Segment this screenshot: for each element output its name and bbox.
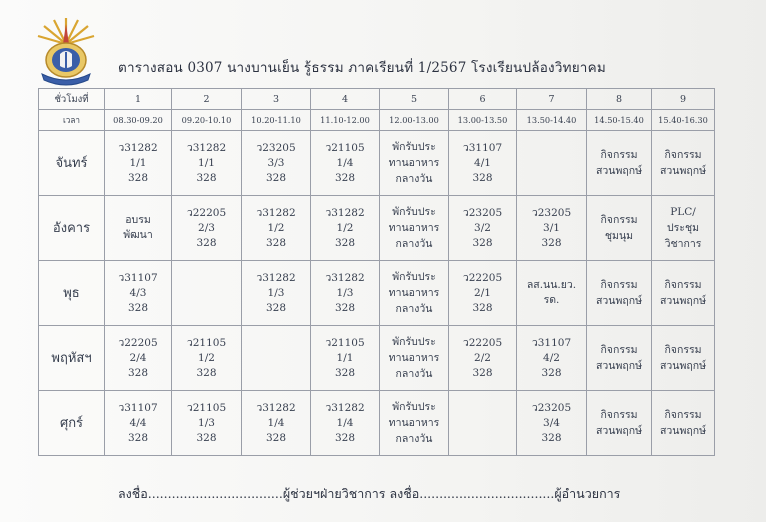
day-row [39, 196, 715, 261]
class-cell [587, 196, 652, 261]
school-emblem-icon [34, 14, 98, 86]
cell-line: กิจกรรม [600, 214, 638, 226]
cell-line: กิจกรรม [600, 409, 638, 421]
time-cell: 11.10-12.00 [311, 110, 380, 131]
cell-line: 1/2 [198, 351, 215, 364]
cell-line: ว23205 [256, 141, 296, 154]
cell-line: ว31107 [118, 271, 158, 284]
cell-line: 1/1 [336, 351, 354, 364]
cell-line: ว22205 [118, 336, 158, 349]
cell-line: 328 [196, 236, 217, 249]
time-header-row [39, 110, 715, 131]
cell-line: 328 [196, 171, 217, 184]
period-header-cell: 7 [517, 89, 587, 110]
cell-line: ว31107 [462, 141, 503, 154]
cell-line: สวนพฤกษ์ [659, 165, 707, 177]
day-label-cell: ศุกร์ [39, 391, 105, 456]
period-header-cell: 1 [105, 89, 172, 110]
day-row [39, 326, 715, 391]
period-header-cell: 3 [242, 89, 311, 110]
cell-line: 328 [334, 171, 356, 184]
cell-line: 1/4 [336, 416, 354, 429]
class-cell [449, 326, 517, 391]
empty-cell [242, 326, 311, 391]
day-row [39, 261, 715, 326]
cell-line: รด. [543, 294, 560, 306]
cell-line: กิจกรรม [600, 344, 638, 356]
cell-line: ลส.นน.ยว. [526, 279, 577, 291]
class-cell [311, 196, 380, 261]
class-cell [172, 391, 242, 456]
cell-line: 1/3 [267, 286, 285, 299]
class-cell [172, 131, 242, 196]
cell-line: ว22205 [462, 271, 503, 284]
cell-line: สวนพฤกษ์ [595, 425, 643, 437]
period-header-cell: 5 [380, 89, 449, 110]
cell-line: ว31282 [186, 141, 227, 154]
cell-line: 328 [334, 236, 356, 249]
class-cell [172, 196, 242, 261]
period-header-cell: 2 [172, 89, 242, 110]
cell-line: 4/4 [129, 416, 147, 429]
class-cell [587, 391, 652, 456]
cell-line: กิจกรรม [664, 409, 702, 421]
day-row [39, 391, 715, 456]
cell-line: กิจกรรม [664, 344, 702, 356]
day-label-cell: พฤหัสฯ [39, 326, 105, 391]
class-cell [517, 326, 587, 391]
day-label-cell: พุธ [39, 261, 105, 326]
time-cell: 10.20-11.10 [242, 110, 311, 131]
class-cell [449, 196, 517, 261]
time-cell: 14.50-15.40 [587, 110, 652, 131]
day-row [39, 131, 715, 196]
cell-line: สวนพฤกษ์ [659, 360, 707, 372]
class-cell [311, 261, 380, 326]
page-title: ตารางสอน 0307 นางบานเย็น รู้ธรรม ภาคเรียนที่ 1/2567 โรงเรียนปล้องวิทยาคม [118, 60, 606, 76]
time-cell: 13.00-13.50 [449, 110, 517, 131]
time-cell: 15.40-16.30 [652, 110, 715, 131]
class-cell [242, 261, 311, 326]
time-cell: 12.00-13.00 [380, 110, 449, 131]
cell-line: วิชาการ [664, 238, 702, 250]
cell-line: 2/4 [129, 351, 147, 364]
period-header-cell: 8 [587, 89, 652, 110]
cell-line: 328 [127, 366, 149, 379]
cell-line: ว31282 [325, 271, 365, 284]
cell-line: กลางวัน [395, 433, 433, 445]
period-header-cell: 9 [652, 89, 715, 110]
cell-line: ว21105 [325, 141, 365, 154]
cell-line: กลางวัน [395, 173, 433, 185]
time-cell: 09.20-10.10 [172, 110, 242, 131]
period-header-cell: 4 [311, 89, 380, 110]
class-cell [311, 326, 380, 391]
cell-line: 3/1 [543, 221, 560, 234]
cell-line: พักรับประ [392, 271, 436, 283]
cell-line: 2/2 [474, 351, 491, 364]
cell-line: 1/1 [198, 156, 215, 169]
class-cell [380, 261, 449, 326]
cell-line: สวนพฤกษ์ [595, 165, 643, 177]
class-cell [105, 196, 172, 261]
cell-line: ว31282 [256, 206, 296, 219]
class-cell [172, 326, 242, 391]
cell-line: ว31107 [531, 336, 572, 349]
period-header-row [39, 89, 715, 110]
cell-line: 4/2 [543, 351, 560, 364]
cell-line: 1/2 [336, 221, 354, 234]
class-cell [380, 196, 449, 261]
cell-line: พักรับประ [392, 336, 436, 348]
corner-header-cell: ชั่วโมงที่ [39, 89, 105, 110]
class-cell [242, 196, 311, 261]
cell-line: 3/4 [543, 416, 560, 429]
class-cell [311, 131, 380, 196]
cell-line: 1/2 [267, 221, 285, 234]
cell-line: 328 [265, 301, 287, 314]
cell-line: 328 [265, 171, 287, 184]
cell-line: กลางวัน [395, 368, 433, 380]
cell-line: กิจกรรม [600, 279, 638, 291]
cell-line: สวนพฤกษ์ [659, 295, 707, 307]
class-cell [587, 261, 652, 326]
cell-line: PLC/ [670, 206, 696, 218]
class-cell [242, 391, 311, 456]
cell-line: กิจกรรม [600, 149, 638, 161]
cell-line: ว21105 [186, 336, 227, 349]
cell-line: 2/3 [198, 221, 215, 234]
cell-line: ว22205 [186, 206, 227, 219]
cell-line: พักรับประ [392, 206, 436, 218]
cell-line: 1/1 [129, 156, 147, 169]
cell-line: 328 [196, 431, 217, 444]
class-cell [652, 261, 715, 326]
cell-line: ว31282 [118, 141, 158, 154]
cell-line: 328 [472, 301, 493, 314]
cell-line: 4/3 [129, 286, 147, 299]
class-cell [587, 326, 652, 391]
time-cell: 13.50-14.40 [517, 110, 587, 131]
cell-line: 2/1 [474, 286, 491, 299]
cell-line: ว21105 [325, 336, 365, 349]
cell-line: ว31282 [325, 401, 365, 414]
cell-line: 3/3 [267, 156, 285, 169]
cell-line: ทานอาหาร [388, 287, 440, 299]
cell-line: กลางวัน [395, 238, 433, 250]
cell-line: ว31107 [118, 401, 158, 414]
cell-line: 328 [334, 366, 356, 379]
period-header-cell: 6 [449, 89, 517, 110]
signature-line: ลงชื่อ..................................ผู้ช่วยฯฝ่ายวิชาการ ลงชื่อ..................................ผู้อำนวยการ [118, 486, 621, 501]
cell-line: ว23205 [462, 206, 503, 219]
cell-line: 328 [127, 301, 149, 314]
empty-cell [172, 261, 242, 326]
class-cell [652, 391, 715, 456]
cell-line: 328 [334, 431, 356, 444]
class-cell [105, 391, 172, 456]
cell-line: ทานอาหาร [388, 417, 440, 429]
cell-line: 3/2 [474, 221, 491, 234]
empty-cell [517, 131, 587, 196]
class-cell [652, 326, 715, 391]
cell-line: 1/3 [198, 416, 215, 429]
class-cell [105, 261, 172, 326]
cell-line: ทานอาหาร [388, 157, 440, 169]
cell-line: สวนพฤกษ์ [595, 360, 643, 372]
class-cell [380, 391, 449, 456]
cell-line: ว23205 [531, 206, 572, 219]
cell-line: 328 [472, 171, 493, 184]
cell-line: อบรม [125, 214, 151, 226]
cell-line: ว31282 [256, 401, 296, 414]
cell-line: กลางวัน [395, 303, 433, 315]
cell-line: ทานอาหาร [388, 222, 440, 234]
cell-line: 1/4 [336, 156, 354, 169]
cell-line: สวนพฤกษ์ [595, 295, 643, 307]
cell-line: 1/4 [267, 416, 285, 429]
class-cell [105, 131, 172, 196]
cell-line: 328 [472, 366, 493, 379]
cell-line: ทานอาหาร [388, 352, 440, 364]
cell-line: 328 [265, 236, 287, 249]
class-cell [517, 261, 587, 326]
class-cell [449, 131, 517, 196]
day-label-cell: จันทร์ [39, 131, 105, 196]
class-cell [652, 196, 715, 261]
cell-line: พักรับประ [392, 141, 436, 153]
cell-line: 328 [541, 366, 562, 379]
cell-line: 328 [541, 236, 562, 249]
cell-line: กิจกรรม [664, 279, 702, 291]
class-cell [105, 326, 172, 391]
cell-line: 328 [334, 301, 356, 314]
class-cell [380, 131, 449, 196]
cell-line: ว22205 [462, 336, 503, 349]
class-cell [517, 196, 587, 261]
empty-cell [449, 391, 517, 456]
time-label-cell: เวลา [39, 110, 105, 131]
class-cell [242, 131, 311, 196]
cell-line: 328 [196, 366, 217, 379]
cell-line: ชุมนุม [604, 230, 634, 242]
class-cell [517, 391, 587, 456]
cell-line: ว21105 [186, 401, 227, 414]
cell-line: ประชุม [667, 222, 699, 234]
cell-line: 328 [265, 431, 287, 444]
timetable [38, 88, 715, 456]
cell-line: 328 [127, 431, 149, 444]
class-cell [311, 391, 380, 456]
class-cell [587, 131, 652, 196]
cell-line: พักรับประ [392, 401, 436, 413]
class-cell [449, 261, 517, 326]
cell-line: พัฒนา [123, 229, 153, 241]
cell-line: 1/3 [336, 286, 354, 299]
cell-line: ว23205 [531, 401, 572, 414]
cell-line: 328 [541, 431, 562, 444]
cell-line: 328 [472, 236, 493, 249]
cell-line: ว31282 [325, 206, 365, 219]
day-label-cell: อังคาร [39, 196, 105, 261]
cell-line: 4/1 [474, 156, 491, 169]
class-cell [652, 131, 715, 196]
class-cell [380, 326, 449, 391]
cell-line: 328 [127, 171, 149, 184]
cell-line: ว31282 [256, 271, 296, 284]
cell-line: กิจกรรม [664, 149, 702, 161]
cell-line: สวนพฤกษ์ [659, 425, 707, 437]
time-cell: 08.30-09.20 [105, 110, 172, 131]
